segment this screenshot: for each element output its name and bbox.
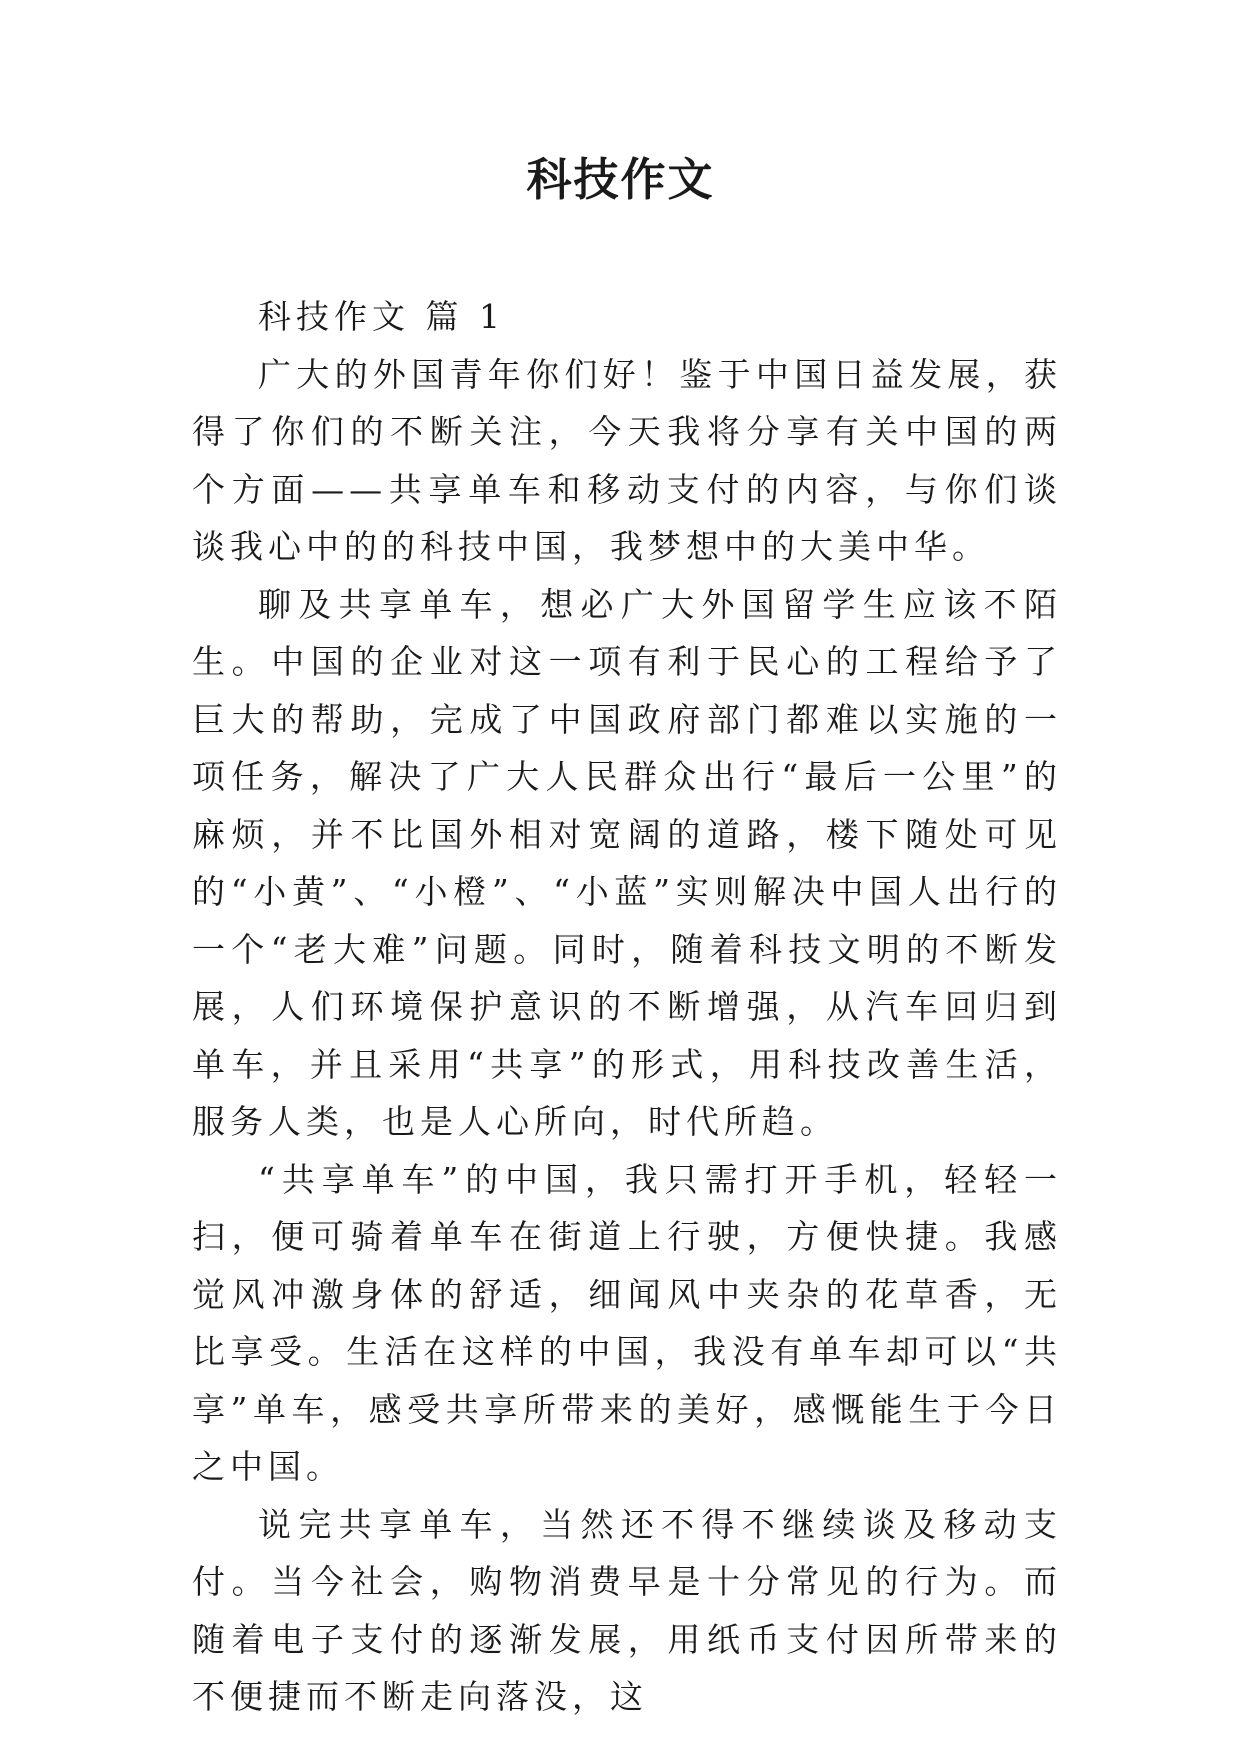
document-body: [192, 288, 1062, 1726]
document-title: 科技作文: [526, 153, 715, 206]
paragraph: 聊及共享单车，想必广大外国留学生应该不陌生。中国的企业对这一项有利于民心的工程给予了巨大的帮助，完成了中国政府部门都难以实施的一项任务，解决了广大人民群众出行“最后一公里”的麻烦，并不比国外相对宽阔的道路，楼下随处可见的“小黄”、“小橙”、“小蓝”实则解决中国人出行的一个“老大难”问题。同时，随着科技文明的不断发展，人们环境保护意识的不断增强，从汽车回归到单车，并且采用“共享”的形式，用科技改善生活，服务人类，也是人心所向，时代所趋。: [192, 584, 1062, 1141]
paragraph: 说完共享单车，当然还不得不继续谈及移动支付。当今社会，购物消费早是十分常见的行为。而随着电子支付的逐渐发展，用纸币支付因所带来的不便捷而不断走向落没，这: [192, 1504, 1062, 1716]
paragraph: “共享单车”的中国，我只需打开手机，轻轻一扫，便可骑着单车在街道上行驶，方便快捷。我感觉风冲激身体的舒适，细闻风中夹杂的花草香，无比享受。生活在这样的中国，我没有单车却可以“共享”单车，感受共享所带来的美好，感慨能生于今日之中国。: [192, 1159, 1062, 1486]
section-heading: 科技作文 篇 1: [258, 297, 505, 336]
paragraph: 广大的外国青年你们好！鉴于中国日益发展，获得了你们的不断关注，今天我将分享有关中国的两个方面——共享单车和移动支付的内容，与你们谈谈我心中的的科技中国，我梦想中的大美中华。: [192, 354, 1062, 566]
